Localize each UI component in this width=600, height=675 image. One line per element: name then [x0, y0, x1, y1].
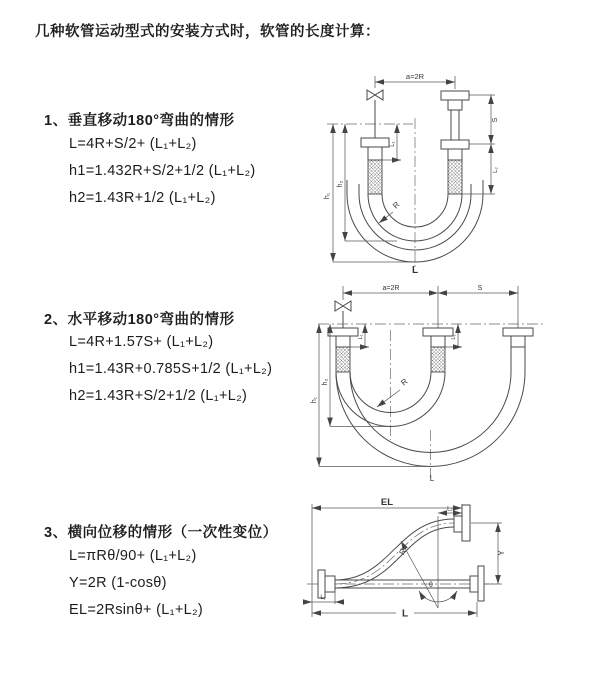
s-curve-hose [335, 519, 454, 588]
dim-label-h1: h₁ [324, 192, 331, 200]
dim-label-l2: L₂ [447, 506, 453, 513]
dim-label-h1: h₁ [311, 396, 318, 404]
dim-label-r: R [391, 200, 402, 211]
right-fitting-upper [441, 91, 469, 140]
middle-fitting [423, 328, 453, 372]
dim-label-l2: L₂ [493, 167, 499, 173]
dim-label-r: R [399, 376, 410, 388]
page-title: 几种软管运动型式的安装方式时，软管的长度计算： [35, 24, 380, 40]
dim-label-el: EL [380, 497, 394, 508]
braided-hose-section [368, 160, 382, 194]
dim-label-l: L [401, 608, 409, 620]
section-1-heading: 1、垂直移动180°弯曲的情形 [44, 113, 235, 129]
dim-label-l-total: L [411, 265, 419, 276]
radius-callout [377, 377, 410, 407]
dim-l2 [438, 507, 462, 514]
section-2-formula-h1: h1=1.43R+0.785S+1/2 (L₁+L₂) [69, 361, 273, 377]
dim-label-h2: h₂ [337, 180, 344, 188]
dim-label-l2: L₂ [451, 334, 457, 340]
angle-construction [397, 516, 457, 608]
section-2-formula-L: L=4R+1.57S+ (L₁+L₂) [69, 334, 214, 350]
section-3-formula-EL: EL=2Rsinθ+ (L₁+L₂) [69, 602, 204, 618]
right-fitting-lower [441, 140, 469, 194]
section-3-formula-L: L=πRθ/90+ (L₁+L₂) [69, 548, 197, 564]
section-3-formula-Y: Y=2R (1-cosθ) [69, 575, 167, 591]
dim-y [471, 523, 506, 584]
section-2-heading: 2、水平移动180°弯曲的情形 [44, 312, 235, 328]
hose-u-bend-arcs [336, 372, 525, 466]
dim-el [312, 497, 462, 617]
dim-label-h2: h₂ [322, 378, 329, 386]
section-1-formula-h1: h1=1.432R+S/2+1/2 (L₁+L₂) [69, 163, 256, 179]
dim-label-a2r: a=2R [405, 72, 425, 81]
braided-hose-section [336, 347, 350, 372]
dim-a2r [343, 285, 518, 328]
dim-label-y: Y [497, 550, 506, 556]
diagram-vertical-180-bend [305, 66, 600, 276]
upper-flange [454, 505, 470, 541]
diagram-lateral-offset [295, 496, 600, 658]
section-1-formula-h2: h2=1.43R+1/2 (L₁+L₂) [69, 190, 216, 206]
left-flange [318, 570, 335, 598]
dim-label-a2r: a=2R [382, 285, 400, 292]
dim-label-s: S [477, 285, 483, 292]
section-3-heading: 3、横向位移的情形（一次性变位） [44, 525, 278, 541]
dim-label-l-total: L [429, 474, 435, 483]
right-fitting-shifted [503, 328, 533, 372]
braided-hose-section [448, 160, 462, 194]
valve-icon [367, 90, 383, 138]
straight-pipe-original-position [335, 566, 484, 601]
dim-label-l1: L₁ [358, 334, 364, 340]
dim-label-theta: θ [429, 582, 433, 589]
left-fitting [328, 328, 358, 372]
section-1-formula-L: L=4R+S/2+ (L₁+L₂) [69, 136, 197, 152]
dim-l1 [303, 595, 344, 602]
dim-a2r [375, 72, 455, 89]
radius-callout [379, 200, 402, 223]
dim-label-r: R [397, 546, 409, 557]
left-fitting [361, 138, 389, 194]
dim-label-l1: L₁ [320, 595, 326, 601]
braided-hose-section [431, 347, 445, 372]
dim-label-l1: L₁ [390, 141, 396, 147]
dim-label-s: S [492, 117, 499, 123]
dim-s [438, 285, 518, 293]
diagram-horizontal-180-bend [303, 280, 600, 490]
section-2-formula-h2: h2=1.43R+S/2+1/2 (L₁+L₂) [69, 388, 248, 404]
dim-l-total [312, 589, 477, 620]
dim-l2 [491, 144, 499, 194]
